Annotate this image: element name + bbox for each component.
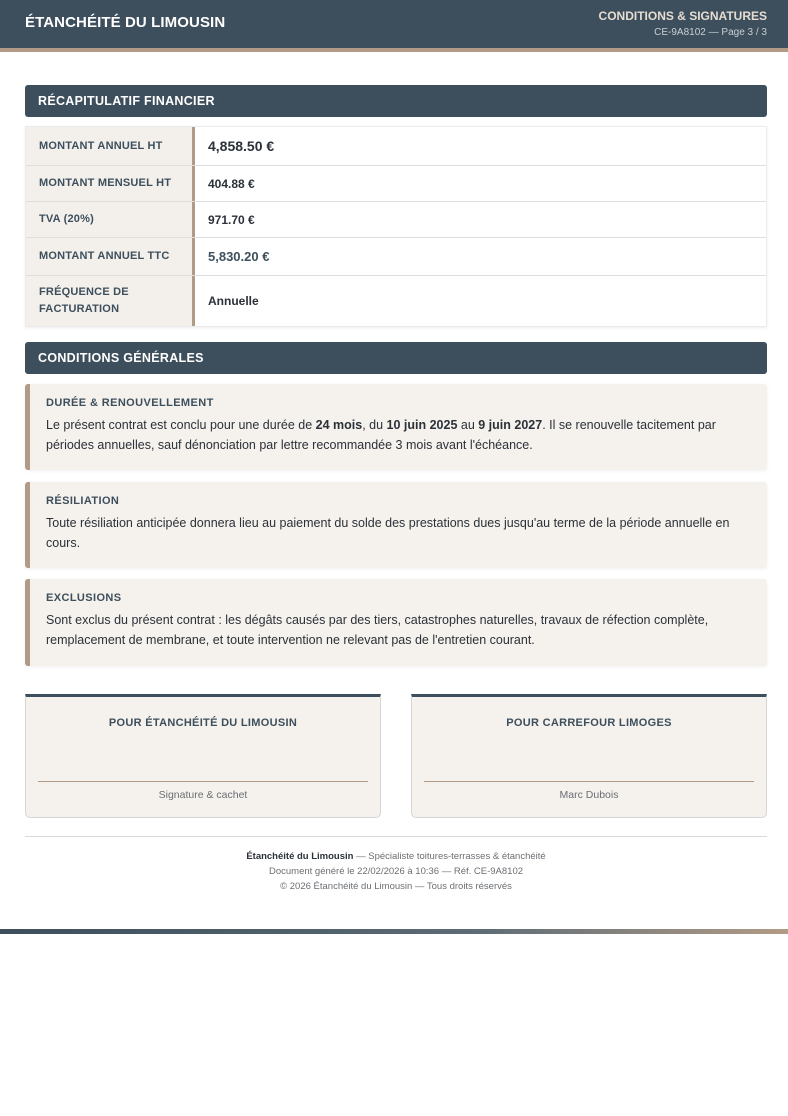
client-signature-block [411, 694, 767, 818]
annual-ttc-value: 5,830.20 € [208, 249, 270, 264]
billing-frequency-label: FRÉQUENCE DE FACTURATION [26, 276, 195, 326]
clause-title: DURÉE & RENOUVELLEMENT [46, 397, 214, 409]
exclusions-clause [25, 579, 767, 666]
financial-summary-heading: RÉCAPITULATIF FINANCIER [25, 85, 767, 117]
signature-caption: Signature & cachet [158, 789, 248, 801]
table-row [26, 166, 766, 202]
clause-text-part: au [457, 418, 479, 432]
footer-company: Étanchéité du Limousin [246, 851, 354, 862]
termination-clause [25, 482, 767, 568]
footer-company-line [25, 849, 767, 864]
signature-title: POUR CARREFOUR LIMOGES [506, 717, 672, 729]
clause-text-part: . Il se renouvelle tacitement par périodes annuelles, sauf dénonciation par lettre recommandée 3 mois avant l'échéance. [46, 418, 716, 452]
document-reference: CE-9A8102 — Page 3 / 3 [654, 27, 767, 38]
financial-table [25, 126, 767, 327]
footer-copyright: © 2026 Étanchéité du Limousin — Tous droits réservés [280, 881, 512, 892]
contract-duration: 24 mois [315, 418, 363, 432]
monthly-ht-value: 404.88 € [208, 176, 255, 191]
table-row [26, 238, 766, 276]
end-date: 9 juin 2027 [478, 418, 543, 432]
monthly-ht-label: MONTANT MENSUEL HT [26, 166, 195, 201]
header-bar [0, 0, 788, 48]
footer [25, 849, 767, 894]
provider-signature-block [25, 694, 381, 818]
clause-title: EXCLUSIONS [46, 592, 122, 604]
clause-text: Toute résiliation anticipée donnera lieu au paiement du solde des prestations dues jusqu'au terme de la période annuelle en cours. [46, 516, 730, 550]
annual-ht-label: MONTANT ANNUEL HT [26, 127, 195, 165]
start-date: 10 juin 2025 [386, 418, 458, 432]
table-row [26, 276, 766, 326]
clause-title: RÉSILIATION [46, 495, 120, 507]
footer-divider [25, 836, 767, 837]
header-accent-line [0, 48, 788, 52]
clause-text-part: Le présent contrat est conclu pour une durée de [46, 418, 316, 432]
vat-value: 971.70 € [208, 212, 255, 227]
signature-title: POUR ÉTANCHÉITÉ DU LIMOUSIN [108, 717, 298, 729]
annual-ttc-label: MONTANT ANNUEL TTC [26, 238, 195, 275]
billing-frequency-value: Annuelle [208, 294, 259, 308]
vat-label: TVA (20%) [26, 202, 195, 237]
signature-line [424, 781, 754, 782]
signature-caption: Marc Dubois [559, 789, 619, 801]
table-row [26, 202, 766, 238]
clause-text: Sont exclus du présent contrat : les dégâts causés par des tiers, catastrophes naturelles, travaux de réfection complète, remplacement de membrane, et toute intervention ne relevant pas de l'entretien courant. [46, 613, 709, 647]
document-title: CONDITIONS & SIGNATURES [598, 9, 767, 23]
footer-tagline: — Spécialiste toitures-terrasses & étanchéité [353, 851, 546, 862]
company-brand: ÉTANCHÉITÉ DU LIMOUSIN [25, 14, 226, 31]
general-conditions-heading: CONDITIONS GÉNÉRALES [25, 342, 767, 374]
annual-ht-value: 4,858.50 € [208, 138, 275, 154]
duration-renewal-clause [25, 384, 767, 470]
table-row [26, 127, 766, 166]
footer-generated: Document généré le 22/02/2026 à 10:36 — Réf. CE-9A8102 [268, 866, 524, 877]
bottom-accent-bar [0, 929, 788, 934]
signature-line [38, 781, 368, 782]
clause-text-part: , du [362, 418, 387, 432]
clause-text [46, 415, 751, 455]
